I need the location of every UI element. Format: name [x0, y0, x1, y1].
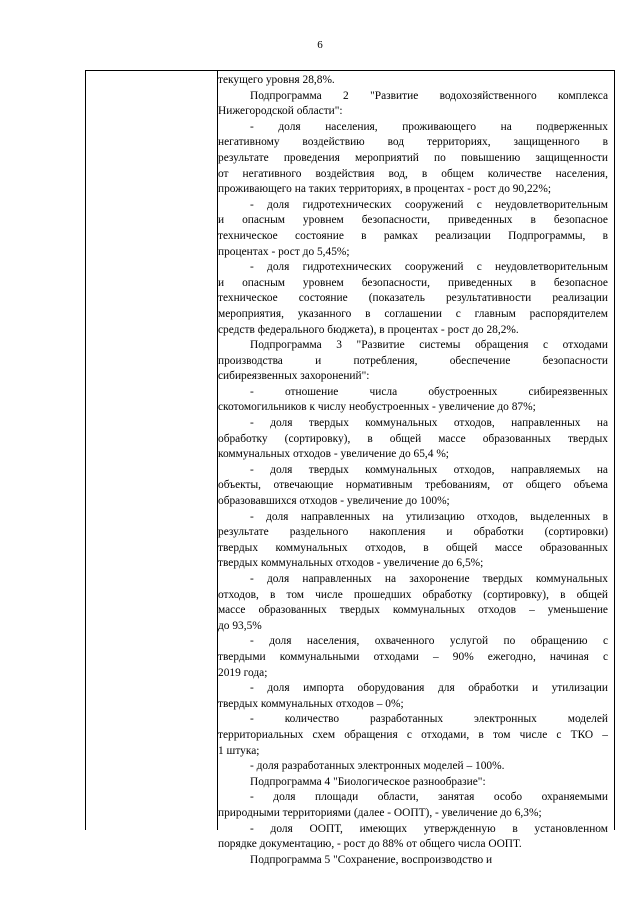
- text-line: и опасным уровнем безопасности, приведенных в безопасное: [218, 276, 608, 289]
- paragraph: [218, 385, 608, 416]
- text-line: массе образованных твердых коммунальных отходов – уменьшение: [218, 604, 608, 617]
- paragraph: [218, 73, 608, 89]
- text-line: до 93,5%: [218, 619, 262, 632]
- text-line: - доля гидротехнических сооружений с неудовлетворительным: [250, 198, 608, 211]
- text-line: - доля разработанных электронных моделей – 100%.: [250, 760, 505, 773]
- paragraph: [218, 853, 608, 869]
- text-line: твердых коммунальных отходов - увеличение до 6,5%;: [218, 557, 484, 570]
- text-line: негативному воздействию вод территориях, защищенного в: [218, 136, 608, 149]
- text-line: производства и потребления, обеспечение безопасности: [218, 354, 608, 367]
- text-line: твердыми коммунальными отходами – 90% ежегодно, начиная с: [218, 650, 608, 663]
- paragraph: [218, 759, 608, 775]
- paragraph: [218, 198, 608, 260]
- text-line: территориальных схем обращения с отходами, в том числе с ТКО –: [218, 728, 608, 741]
- paragraph: [218, 775, 608, 791]
- paragraph: [218, 510, 608, 572]
- text-line: объекты, отвечающие нормативным требованиям, от общего объема: [218, 479, 608, 492]
- text-line: природными территориями (далее - ООПТ), - увеличение до 6,3%;: [218, 806, 542, 819]
- text-line: - доля твердых коммунальных отходов, направленных на: [250, 417, 608, 430]
- text-line: 1 штука;: [218, 744, 260, 757]
- text-line: Подпрограмма 4 "Биологическое разнообразие":: [250, 775, 486, 788]
- text-line: - доля направленных на утилизацию отходов, выделенных в: [250, 510, 608, 523]
- table-left-cell: [86, 71, 218, 830]
- text-line: результате проведения мероприятий по повышению защищенности: [218, 151, 608, 164]
- paragraph: [218, 681, 608, 712]
- text-line: порядке документацию, - рост до 88% от общего числа ООПТ.: [218, 838, 522, 851]
- text-line: средств федерального бюджета), в процентах - рост до 28,2%.: [218, 323, 519, 336]
- text-line: от негативного воздействия вод, в общем количестве населения,: [218, 167, 608, 180]
- text-line: Подпрограмма 2 "Развитие водохозяйственного комплекса: [250, 89, 608, 102]
- paragraph: [218, 416, 608, 463]
- text-line: сибиреязвенных захоронений":: [218, 370, 370, 383]
- paragraph: [218, 572, 608, 634]
- text-line: результате раздельного накопления и обработки (сортировки): [218, 526, 608, 539]
- text-line: обработку (сортировку), в общей массе образованных твердых: [218, 432, 608, 445]
- text-line: - доля ООПТ, имеющих утвержденную в установленном: [250, 822, 608, 835]
- text-line: Подпрограмма 5 "Сохранение, воспроизводство и: [250, 853, 493, 866]
- text-line: твердых коммунальных отходов – 0%;: [218, 697, 404, 710]
- text-line: 2019 года;: [218, 666, 268, 679]
- text-line: - доля твердых коммунальных отходов, направляемых на: [250, 463, 608, 476]
- text-line: - доля гидротехнических сооружений с неудовлетворительным: [250, 261, 608, 274]
- document-table: [85, 70, 615, 866]
- paragraph: [218, 89, 608, 120]
- text-line: проживающего на таких территориях, в процентах - рост до 90,22%;: [218, 183, 552, 196]
- text-line: - доля населения, охваченного услугой по обращению с: [250, 635, 608, 648]
- paragraph: [218, 463, 608, 510]
- paragraph: [218, 822, 608, 853]
- text-line: твердых коммунальных отходов, в общей массе образованных: [218, 541, 608, 554]
- text-line: техническое состояние (показатель результативности реализации: [218, 292, 608, 305]
- paragraph: [218, 634, 608, 681]
- paragraph: [218, 790, 608, 821]
- paragraph: [218, 712, 608, 759]
- paragraph: [218, 338, 608, 385]
- text-line: - доля направленных на захоронение твердых коммунальных: [250, 573, 608, 585]
- text-line: Нижегородской области":: [218, 105, 343, 118]
- text-line: отходов, в том числе прошедших обработку (сортировку), в общей: [218, 588, 608, 601]
- table-right-cell: [218, 73, 608, 868]
- text-line: текущего уровня 28,8%.: [218, 74, 335, 86]
- paragraph: [218, 120, 608, 198]
- text-line: - доля площади области, занятая особо охраняемыми: [250, 791, 608, 804]
- text-line: коммунальных отходов - увеличение до 65,4 %;: [218, 448, 449, 461]
- text-line: техническое состояние в рамках реализации Подпрограммы, в: [218, 229, 608, 242]
- text-line: и опасным уровнем безопасности, приведенных в безопасное: [218, 214, 608, 227]
- text-line: - отношение числа обустроенных сибиреязвенных: [250, 385, 608, 398]
- text-line: Подпрограмма 3 "Развитие системы обращения с отходами: [250, 339, 608, 352]
- text-line: образовавшихся отходов - увеличение до 100%;: [218, 495, 450, 508]
- page-number: 6: [317, 39, 323, 51]
- text-line: - доля населения, проживающего на подверженных: [250, 120, 608, 133]
- text-line: - доля импорта оборудования для обработки и утилизации: [250, 682, 608, 695]
- text-line: процентах - рост до 5,45%;: [218, 245, 350, 258]
- paragraph: [218, 260, 608, 338]
- text-line: скотомогильников к числу необустроенных - увеличение до 87%;: [218, 401, 536, 414]
- text-line: - количество разработанных электронных моделей: [250, 713, 608, 726]
- text-line: мероприятия, указанного в соглашении с главным распорядителем: [218, 307, 608, 320]
